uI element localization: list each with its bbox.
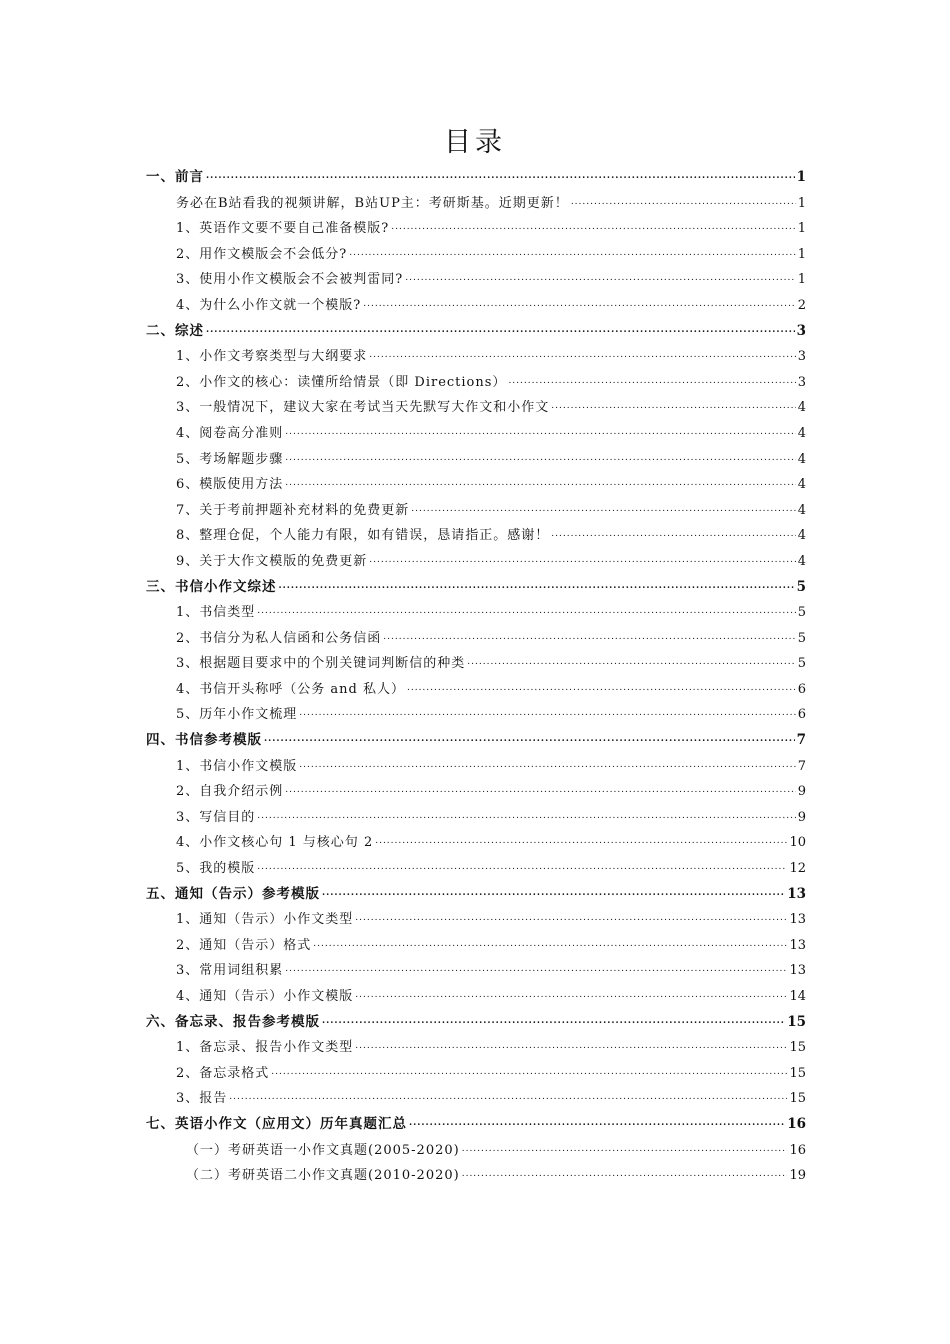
- toc-page-number: 10: [789, 835, 806, 851]
- toc-leader-dots: [551, 392, 795, 420]
- toc-entry-label: 1、小作文考察类型与大纲要求: [176, 349, 368, 365]
- toc-leader-dots: [322, 1007, 785, 1035]
- toc-entry-label: 三、书信小作文综述: [146, 578, 277, 595]
- toc-leader-dots: [355, 1032, 787, 1060]
- toc-page-number: 15: [789, 1091, 806, 1107]
- toc-leader-dots: [299, 751, 795, 779]
- toc-leader-dots: [279, 572, 795, 600]
- toc-leader-dots: [551, 520, 795, 548]
- toc-leader-dots: [206, 162, 795, 190]
- toc-entry-label: （一）考研英语一小作文真题(2005-2020): [186, 1142, 460, 1158]
- toc-entry-label: 9、关于大作文模版的免费更新: [176, 553, 368, 569]
- toc-entry-label: （二）考研英语二小作文真题(2010-2020): [186, 1168, 460, 1184]
- toc-page-number: 14: [789, 989, 806, 1004]
- toc-entry-label: 1、书信小作文模版: [176, 758, 298, 774]
- toc-entry-label: 2、书信分为私人信函和公务信函: [176, 630, 382, 646]
- toc-leader-dots: [285, 955, 787, 983]
- toc-page-number: 7: [797, 758, 806, 774]
- toc-entry-label: 4、小作文核心句 1 与核心句 2: [176, 835, 374, 851]
- toc-page-number: 9: [797, 784, 806, 800]
- toc-page-number: 16: [787, 1115, 806, 1132]
- toc-page-number: 2: [797, 297, 806, 313]
- toc-page-number: 5: [797, 630, 806, 646]
- toc-leader-dots: [206, 316, 795, 344]
- toc-page-number: 6: [797, 681, 806, 697]
- toc-page-number: 13: [789, 963, 806, 979]
- toc-page-number: 5: [797, 605, 806, 621]
- toc-entry-label: 五、通知（告示）参考模版: [146, 885, 320, 902]
- toc-entry-label: 务必在B站看我的视频讲解，B站UP主：考研斯基。近期更新！: [176, 195, 569, 211]
- toc-entry-sub[interactable]: [146, 1163, 806, 1189]
- toc-entry-label: 3、根据题目要求中的个别关键词判断信的种类: [176, 656, 466, 672]
- toc-entry-label: 3、一般情况下，建议大家在考试当天先默写大作文和小作文: [176, 400, 550, 416]
- toc-leader-dots: [407, 674, 796, 702]
- toc-leader-dots: [285, 418, 795, 446]
- toc-page-number: 19: [789, 1168, 806, 1184]
- toc-page-number: 15: [787, 1013, 806, 1030]
- toc-page-number: 1: [797, 246, 806, 262]
- toc-leader-dots: [257, 597, 795, 625]
- toc-page-number: 7: [796, 732, 806, 749]
- toc-leader-dots: [264, 725, 795, 753]
- toc-page-number: 4: [797, 451, 806, 467]
- toc-leader-dots: [391, 213, 795, 241]
- toc-page-number: 5: [796, 578, 806, 595]
- toc-page-number: 4: [797, 528, 806, 544]
- toc-entry-label: 2、用作文模版会不会低分?: [176, 246, 348, 262]
- toc-page-number: 13: [789, 937, 806, 953]
- toc-entry-label: 6、模版使用方法: [176, 477, 284, 493]
- toc-entry-label: 4、通知（告示）小作文模版: [176, 989, 354, 1004]
- table-of-contents: [146, 165, 806, 1189]
- toc-entry-label: 2、小作文的核心：读懂所给情景（即 Directions）: [176, 374, 507, 390]
- toc-entry-label: 5、历年小作文梳理: [176, 707, 298, 723]
- toc-page-number: 1: [796, 169, 806, 185]
- toc-page-number: 13: [787, 885, 806, 902]
- toc-page-number: 9: [797, 809, 806, 825]
- toc-entry-label: 1、备忘录、报告小作文类型: [176, 1040, 354, 1056]
- toc-leader-dots: [313, 930, 787, 958]
- page-title: 目录: [444, 127, 506, 158]
- toc-page-number: 3: [796, 322, 806, 339]
- toc-entry-label: 3、常用词组积累: [176, 963, 284, 979]
- toc-page-number: 4: [797, 425, 806, 441]
- toc-entry-label: 3、使用小作文模版会不会被判雷同?: [176, 272, 404, 288]
- toc-page-number: 4: [797, 400, 806, 416]
- toc-entry-label: 5、考场解题步骤: [176, 451, 284, 467]
- toc-page-number: 3: [797, 374, 806, 390]
- toc-leader-dots: [409, 1109, 785, 1137]
- toc-leader-dots: [467, 648, 795, 676]
- toc-entry-label: 1、英语作文要不要自己准备模版?: [176, 221, 390, 237]
- toc-leader-dots: [299, 699, 795, 727]
- toc-leader-dots: [369, 546, 795, 574]
- toc-leader-dots: [355, 981, 787, 1009]
- toc-page-number: 4: [797, 502, 806, 518]
- toc-leader-dots: [369, 341, 795, 369]
- toc-leader-dots: [375, 827, 787, 855]
- toc-leader-dots: [462, 1160, 788, 1188]
- toc-page-number: 15: [789, 1040, 806, 1056]
- toc-entry-label: 一、前言: [146, 169, 204, 185]
- toc-leader-dots: [355, 904, 787, 932]
- toc-page-number: 1: [797, 272, 806, 288]
- toc-page-number: 5: [797, 656, 806, 672]
- toc-entry-label: 2、通知（告示）格式: [176, 937, 312, 953]
- toc-page-number: 4: [797, 553, 806, 569]
- toc-leader-dots: [285, 469, 795, 497]
- toc-entry-label: 4、为什么小作文就一个模版?: [176, 297, 362, 313]
- toc-leader-dots: [571, 188, 796, 216]
- toc-leader-dots: [349, 239, 795, 267]
- toc-entry-label: 8、整理仓促，个人能力有限，如有错误，恳请指正。感谢！: [176, 528, 550, 544]
- toc-page-number: 1: [797, 195, 806, 211]
- toc-entry-label: 5、我的模版: [176, 861, 256, 877]
- toc-entry-label: 2、备忘录格式: [176, 1065, 270, 1081]
- toc-page-number: 13: [789, 912, 806, 928]
- toc-leader-dots: [285, 444, 795, 472]
- toc-leader-dots: [285, 776, 795, 804]
- toc-leader-dots: [508, 367, 795, 395]
- toc-entry-label: 七、英语小作文（应用文）历年真题汇总: [146, 1115, 407, 1132]
- toc-entry-label: 二、综述: [146, 322, 204, 339]
- toc-leader-dots: [363, 290, 795, 318]
- toc-leader-dots: [229, 1083, 787, 1111]
- toc-page-number: 16: [789, 1142, 806, 1158]
- toc-leader-dots: [322, 879, 785, 907]
- toc-leader-dots: [271, 1058, 787, 1086]
- toc-entry-label: 4、书信开头称呼（公务 and 私人）: [176, 681, 405, 697]
- toc-leader-dots: [383, 623, 795, 651]
- toc-leader-dots: [257, 853, 787, 881]
- toc-entry-label: 3、写信目的: [176, 809, 256, 825]
- toc-leader-dots: [257, 802, 795, 830]
- toc-entry-label: 四、书信参考模版: [146, 732, 262, 749]
- toc-entry-label: 7、关于考前押题补充材料的免费更新: [176, 502, 410, 518]
- toc-leader-dots: [405, 264, 795, 292]
- toc-entry-label: 2、自我介绍示例: [176, 784, 284, 800]
- toc-entry-label: 六、备忘录、报告参考模版: [146, 1013, 320, 1030]
- toc-entry-label: 3、报告: [176, 1091, 228, 1107]
- toc-page-number: 3: [797, 349, 806, 365]
- toc-page-number: 6: [797, 707, 806, 723]
- toc-entry-label: 4、阅卷高分准则: [176, 425, 284, 441]
- toc-leader-dots: [411, 495, 795, 523]
- toc-page-number: 15: [789, 1065, 806, 1081]
- toc-page-number: 4: [797, 477, 806, 493]
- toc-page-number: 1: [797, 221, 806, 237]
- toc-leader-dots: [462, 1135, 788, 1163]
- toc-entry-label: 1、通知（告示）小作文类型: [176, 912, 354, 928]
- toc-page-number: 12: [789, 861, 806, 877]
- toc-entry-label: 1、书信类型: [176, 605, 256, 621]
